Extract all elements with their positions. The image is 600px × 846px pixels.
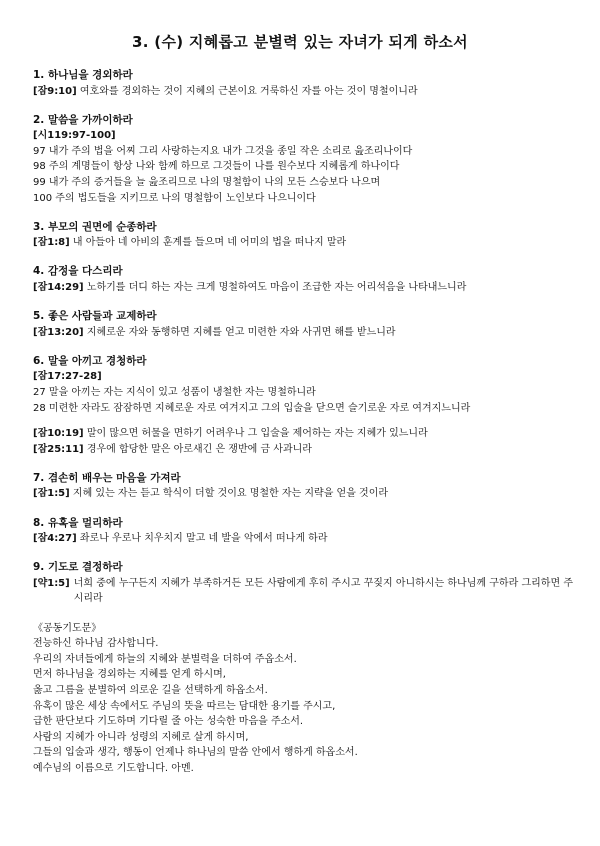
prayer-line: 옳고 그름을 분별하여 의로운 길을 선택하게 하옵소서. [33,684,268,696]
section-heading: 2. 말씀을 가까이하라 [33,113,133,126]
verse-line [33,84,573,100]
verse-text: 말이 많으면 허물을 면하기 어려우나 그 입술을 제어하는 자는 지혜가 있느니라 [86,428,428,440]
prayer-line: 우리의 자녀들에게 하늘의 지혜와 분별력을 더하여 주옵소서. [33,653,297,665]
verse-reference: [잠9:10] [33,85,77,97]
document-body [33,68,573,776]
prayer-line: 전능하신 하나님 감사합니다. [33,638,159,650]
verse-text: 노하기를 더디 하는 자는 크게 명철하여도 마음이 조급한 자는 어리석음을 나타내느니라 [86,282,467,294]
page-title: 3. (수) 지혜롭고 분별력 있는 자녀가 되게 하소서 [132,33,468,51]
section-heading: 8. 유혹을 멀리하라 [33,516,123,529]
verse-reference: [잠4:27] [33,533,77,545]
verse-line: 98 주의 계명들이 항상 나와 함께 하므로 그것들이 나를 원수보다 지혜롭게 하나이다 [33,161,400,173]
verse-reference: [잠1:8] [33,237,70,249]
section-heading: 9. 기도로 결정하라 [33,561,123,574]
section-fear-god [33,68,573,99]
prayer-line: 유혹이 많은 세상 속에서도 주님의 뜻을 따르는 담대한 용기를 주시고, [33,700,336,712]
verse-reference: [잠17:27-28] [33,371,102,383]
verse-text: 내 아들아 네 아비의 훈계를 들으며 네 어미의 법을 떠나지 말라 [72,237,347,249]
section-heading: 4. 감정을 다스리라 [33,265,123,278]
verse-reference: [잠14:29] [33,282,84,294]
verse-line [33,486,573,502]
section-heading: 5. 좋은 사람들과 교제하라 [33,310,157,323]
verse-text: 지혜 있는 자는 듣고 학식이 더할 것이요 명철한 자는 지략을 얻을 것이라 [72,488,389,500]
prayer-line: 사람의 지혜가 아니라 성령의 지혜로 살게 하시며, [33,731,249,743]
verse-reference: [잠13:20] [33,326,84,338]
verse-line: 99 내가 주의 증거들을 늘 읊조리므로 나의 명철함이 나의 모든 스승보다 나으며 [33,177,381,189]
verse-text: 여호와를 경외하는 것이 지혜의 근본이요 거룩하신 자를 아는 것이 명철이니라 [79,85,418,97]
verse-line [33,576,573,607]
prayer-line: 급한 판단보다 기도하며 기다릴 줄 아는 성숙한 마음을 주소서. [33,716,304,728]
verse-reference: [약1:5] [33,577,70,589]
prayer-line: 먼저 하나님을 경외하는 지혜를 얻게 하시며, [33,669,226,681]
common-prayer [33,621,573,777]
section-humble-learning [33,471,573,502]
verse-reference: [잠1:5] [33,488,70,500]
verse-reference: [잠25:11] [33,443,84,455]
verse-line: 100 주의 법도들을 지키므로 나의 명철함이 노인보다 나으니이다 [33,192,316,204]
verse-line [33,235,573,251]
spacer [33,416,573,426]
prayer-title: 《공동기도문》 [33,622,102,634]
verse-reference: [시119:97-100] [33,130,116,142]
verse-line [33,325,573,341]
prayer-line: 그들의 입술과 생각, 행동이 언제나 하나님의 말씀 안에서 행하게 하옵소서. [33,747,358,759]
section-heading: 3. 부모의 권면에 순종하라 [33,220,157,233]
verse-reference: [잠10:19] [33,428,84,440]
verse-line [33,280,573,296]
section-avoid-temptation [33,516,573,547]
verse-line: 97 내가 주의 법을 어찌 그리 사랑하는지요 내가 그것을 종일 작은 소리로 읊조리나이다 [33,145,413,157]
section-control-emotions [33,264,573,295]
verse-text: 지혜로운 자와 동행하면 지혜를 얻고 미련한 자와 사귀면 해를 받느니라 [86,326,396,338]
section-draw-near-word [33,113,573,207]
verse-line [33,531,573,547]
section-heading: 6. 말을 아끼고 경청하라 [33,354,147,367]
section-heading: 7. 겸손히 배우는 마음을 가져라 [33,471,181,484]
section-decide-in-prayer [33,560,573,607]
verse-line: 28 미련한 자라도 잠잠하면 지혜로운 자로 여겨지고 그의 입술을 닫으면 슬기로운 자로 여겨지느니라 [33,402,471,414]
verse-line [33,426,573,442]
verse-text: 너희 중에 누구든지 지혜가 부족하거든 모든 사람에게 후히 주시고 꾸짖지 아니하시는 하나님께 구하라 그리하면 주시리라 [73,577,573,605]
verse-text: 좌로나 우로나 치우치지 말고 네 발을 악에서 떠나게 하라 [79,533,328,545]
section-heading: 1. 하나님을 경외하라 [33,69,133,81]
section-obey-parents [33,220,573,251]
section-good-company [33,309,573,340]
verse-text: 경우에 합당한 말은 아로새긴 은 쟁반에 금 사과니라 [86,443,312,455]
verse-line: 27 말을 아끼는 자는 지식이 있고 성품이 냉철한 자는 명철하니라 [33,387,316,398]
verse-line [33,442,573,458]
prayer-line: 예수님의 이름으로 기도합니다. 아멘. [33,762,194,774]
section-listen-carefully [33,354,573,458]
